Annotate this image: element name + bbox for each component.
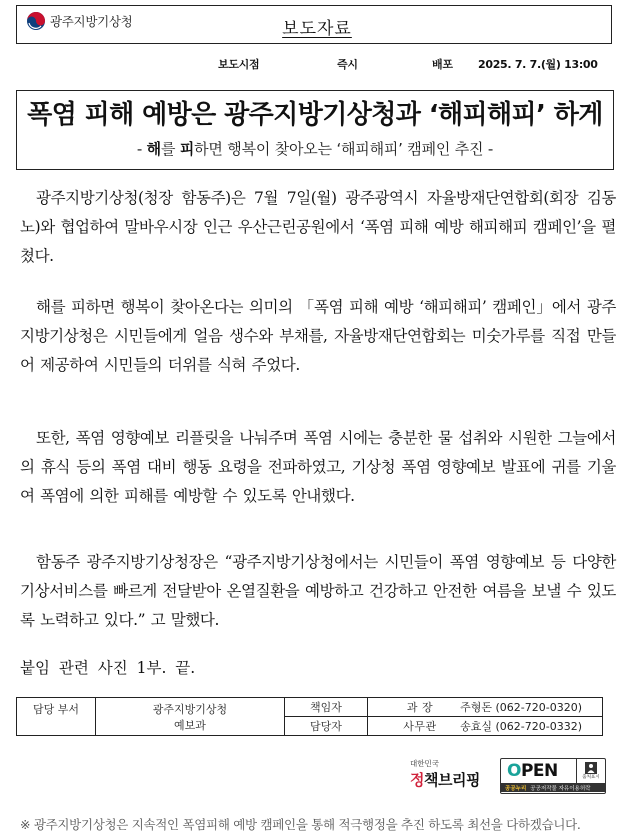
headline: 폭염 피해 예방은 광주지방기상청과 ‘해피해피’ 하게 (27, 100, 603, 130)
document-type-title: 보도자료 (282, 19, 352, 39)
body-paragraph-1: 광주지방기상청(청장 함동주)은 7월 7일(월) 광주광역시 자율방재단연합회(회장 김동노)와 협업하여 말바우시장 인근 우산근린공원에서 ‘폭염 피해 예방 해피해피 캠페인’을 펼쳤다. (20, 189, 616, 265)
subheadline-bold-hae: 해 (146, 140, 161, 158)
open-footer-bold: 공공누리 (505, 785, 527, 792)
open-o: O (507, 761, 521, 781)
subheadline-prefix: - (136, 140, 147, 158)
person-contact: 송효실 (062-720-0332) (460, 720, 582, 733)
distribute-value: 2025. 7. 7.(월) 13:00 (478, 58, 598, 71)
person-cell (368, 717, 603, 736)
release-label: 보도시점 (218, 58, 260, 71)
footer-note: ※ 광주지방기상청은 지속적인 폭염피해 예방 캠페인을 통해 적극행정을 추진 하도록 최선을 다하겠습니다. (20, 817, 581, 832)
role-cell: 담당자 (285, 717, 368, 736)
briefing-logo-rest: 책브리핑 (424, 771, 480, 789)
attribution-badge (576, 759, 605, 783)
subheadline (16, 138, 614, 159)
person-cell (368, 698, 603, 717)
open-footer-text: 공공저작물 자유이용허락 (530, 785, 591, 792)
open-wordmark (501, 759, 576, 783)
table-row (17, 698, 603, 717)
rank: 사무관 (403, 720, 437, 733)
dept-label-cell: 담당 부서 (17, 698, 96, 736)
contact-table (16, 697, 603, 736)
dept-name-cell (96, 698, 285, 736)
subheadline-rest: 하면 행복이 찾아오는 ‘해피해피’ 캠페인 추진 - (194, 140, 494, 158)
kogl-open-license-logo (500, 758, 606, 794)
policy-briefing-logo (410, 758, 492, 794)
person-contact: 주형돈 (062-720-0320) (460, 701, 582, 714)
briefing-logo-text (410, 769, 492, 790)
body-paragraph-3: 또한, 폭염 영향예보 리플릿을 나눠주며 폭염 시에는 충분한 물 섭취와 시원한 그늘에서의 휴식 등의 폭염 대비 행동 요령을 전파하였고, 기상청 폭염 영향예보 발표에 귀를 기울여 폭염에 의한 피해를 예방할 수 있도록 안내했다. (20, 429, 616, 505)
subheadline-mid: 를 (160, 140, 180, 158)
attachment-note: 붙임 관련 사진 1부. 끝. (20, 659, 196, 677)
person-icon (585, 762, 597, 774)
rank: 과 장 (406, 701, 434, 714)
dept-name-line1: 광주지방기상청 (152, 703, 228, 716)
attribution-badge-label: 출처표시 (582, 775, 600, 780)
dept-name-line2: 예보과 (174, 719, 206, 732)
agency-name: 광주지방기상청 (50, 14, 133, 29)
body-paragraph-4: 함동주 광주지방기상청장은 “광주지방기상청에서는 시민들이 폭염 영향예보 등 다양한 기상서비스를 빠르게 전달받아 온열질환을 예방하고 건강하고 안전한 여름을 보낼 수 있도록 노력하고 있다.” 고 말했다. (20, 553, 616, 629)
distribute-label: 배포 (432, 58, 453, 71)
briefing-logo-red: 정 (410, 771, 424, 789)
open-rest: PEN (520, 761, 558, 781)
body-paragraph-2: 해를 피하면 행복이 찾아온다는 의미의 「폭염 피해 예방 ‘해피해피’ 캠페인」에서 광주지방기상청은 시민들에게 얼음 생수와 부채를, 자율방재단연합회는 미숫가루를 직접 만들어 제공하여 시민들의 더위를 식혀 주었다. (20, 298, 616, 374)
release-value: 즉시 (337, 58, 358, 71)
role-cell: 책임자 (285, 698, 368, 717)
briefing-logo-small-text: 대한민국 (410, 759, 439, 768)
subheadline-bold-pi: 피 (179, 140, 195, 158)
